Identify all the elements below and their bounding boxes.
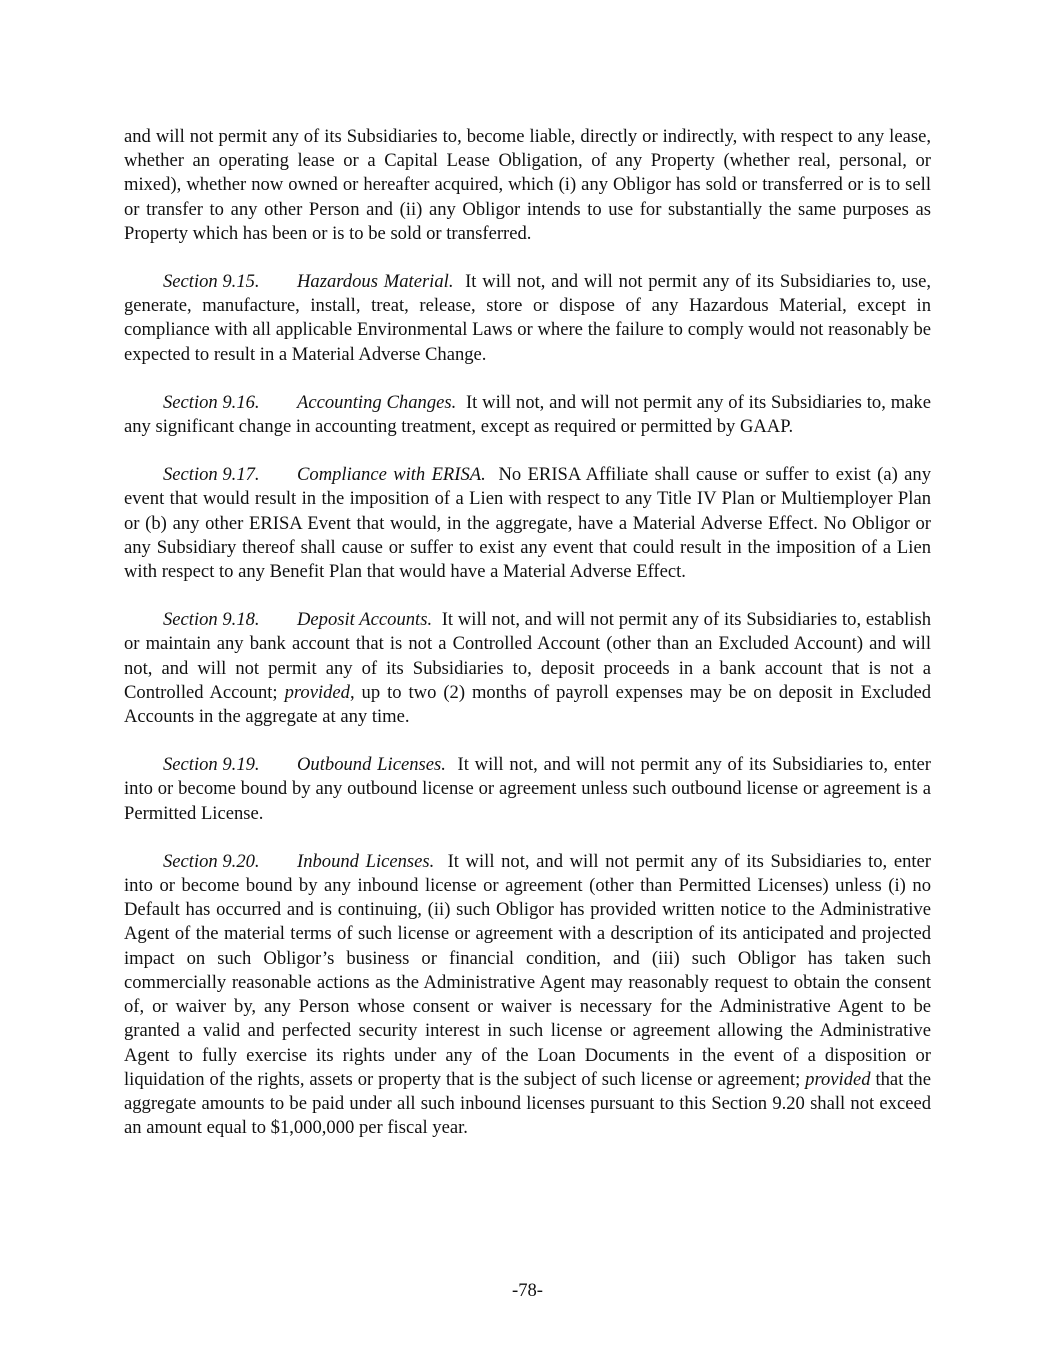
section-body-after: that the aggregate amounts to be paid under all such inbound licenses pursuant to this Section 9.20 shall not exceed an amount equal to $1,000,000 per fiscal year. (124, 1068, 931, 1139)
section-number: Section 9.15. (163, 271, 260, 293)
section-body: It will not, and will not permit any of its Subsidiaries to, enter into or become bound by any outbound license or agreement unless such outbound license or agreement is a Permitted License. (124, 754, 932, 824)
page-number: -78- (512, 1280, 543, 1301)
section-number: Section 9.18. (163, 609, 260, 631)
section-emphasis: provided (805, 1068, 871, 1090)
document-body (124, 125, 931, 1164)
section-body: No ERISA Affiliate shall cause or suffer to exist (a) any event that would result in the imposition of a Lien with respect to any Title IV Plan or Multiemployer Plan or (b) any other ERISA Event that would, in the aggregate, have a Material Adverse Effect. No Obligor or any Subsidiary thereof shall cause or suffer to exist any event that could result in the imposition of a Lien with respect to any Benefit Plan that would have a Material Adverse Effect. (124, 464, 931, 583)
section-body: It will not, and will not permit any of its Subsidiaries to, enter into or become bound by any inbound license or agreement (other than Permitted Licenses) unless (i) no Default has occurred and is continuing, (ii) such Obligor has provided written notice to the Administrative Agent of the material terms of such license or agreement with a description of its anticipated and projected impact on such Obligor’s business or financial condition, and (iii) such Obligor has taken such commercially reasonable actions as the Administrative Agent may reasonably request to obtain the consent of, or waiver by, any Person whose consent or waiver is necessary for the Administrative Agent to be granted a valid and perfected security interest in such license or agreement allowing the Administrative Agent to fully exercise its rights under any of the Loan Documents in the event of a disposition or liquidation of the rights, assets or property that is the subject of such license or agreement; (124, 850, 931, 1090)
section-number: Section 9.19. (163, 754, 260, 776)
section-9-15-paragraph (124, 270, 931, 367)
section-title: Outbound Licenses. (297, 754, 446, 776)
section-number: Section 9.16. (163, 391, 260, 413)
section-9-18-paragraph (124, 608, 931, 729)
section-title: Hazardous Material. (297, 271, 454, 293)
section-title: Deposit Accounts. (297, 609, 433, 631)
section-title: Accounting Changes. (297, 391, 457, 413)
section-title: Inbound Licenses. (297, 850, 435, 872)
section-9-16-paragraph (124, 391, 931, 439)
section-title: Compliance with ERISA. (297, 464, 486, 486)
section-body: It will not, and will not permit any of its Subsidiaries to, make any significant change in accounting treatment, except as required or permitted by GAAP. (124, 391, 931, 438)
section-body-after: , up to two (2) months of payroll expenses may be on deposit in Excluded Accounts in the aggregate at any time. (124, 681, 932, 728)
section-number: Section 9.20. (163, 850, 260, 872)
section-9-17-paragraph (124, 463, 931, 584)
section-emphasis: provided (284, 681, 350, 703)
section-9-20-paragraph (124, 850, 931, 1140)
intro-paragraph: and will not permit any of its Subsidiaries to, become liable, directly or indirectly, with respect to any lease, whether an operating lease or a Capital Lease Obligation, of any Property (whether real, personal, or mixed), whether now owned or hereafter acquired, which (i) any Obligor has sold or transferred or is to sell or transfer to any other Person and (ii) any Obligor intends to use for substantially the same purposes as Property which has been or is to be sold or transferred. (124, 126, 931, 244)
section-body: It will not, and will not permit any of its Subsidiaries to, establish or maintain any bank account that is not a Controlled Account (other than an Excluded Account) and will not, and will not permit any of its Subsidiaries to, deposit proceeds in a bank account that is not a Controlled Account; (124, 609, 931, 703)
section-9-19-paragraph (124, 753, 931, 826)
section-body: It will not, and will not permit any of its Subsidiaries to, use, generate, manufacture, install, treat, release, store or dispose of any Hazardous Material, except in compliance with all applicable Environmental Laws or where the failure to comply would not reasonably be expected to result in a Material Adverse Change. (124, 271, 932, 365)
section-number: Section 9.17. (163, 464, 260, 486)
